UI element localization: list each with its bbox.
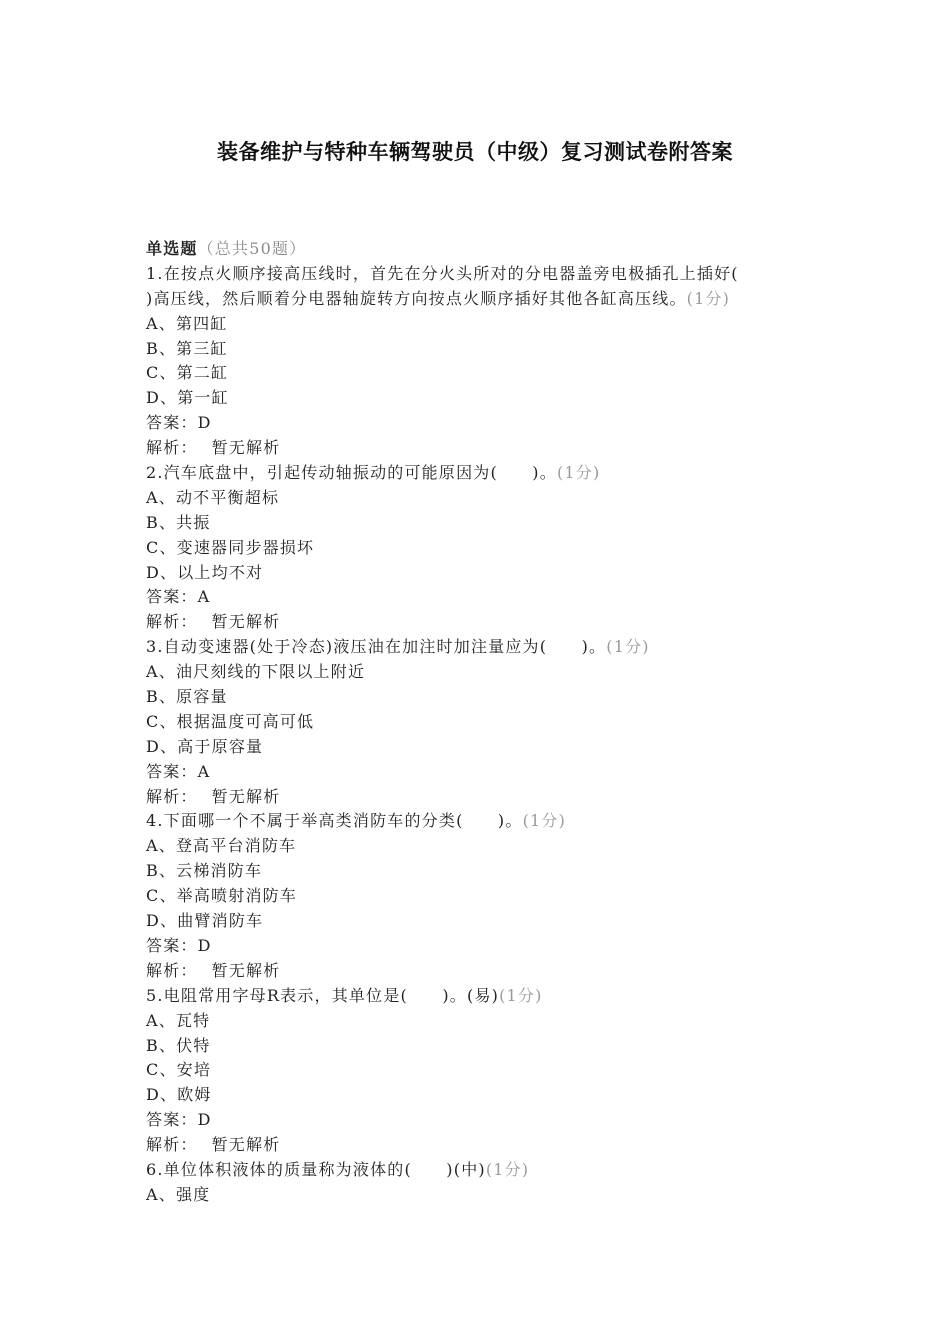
section-label: 单选题 — [146, 239, 198, 258]
analysis-line — [146, 785, 816, 810]
answer-option: D、第一缸 — [146, 388, 229, 408]
question-stem — [146, 461, 816, 486]
question-stem-text: 6.单位体积液体的质量称为液体的( )(中) — [146, 1159, 486, 1179]
question-stem-text: )高压线，然后顺着分电器轴旋转方向按点火顺序插好其他各缸高压线。 — [146, 288, 687, 308]
answer-option: C、第二缸 — [146, 363, 229, 383]
question-stem-text: 5.电阻常用字母R表示，其单位是( )。(易) — [146, 985, 500, 1005]
question-stem-text: 1.在按点火顺序接高压线时，首先在分火头所对的分电器盖旁电极插孔上插好( — [146, 263, 739, 283]
answer-key: 答案：A — [146, 761, 211, 781]
analysis-text: 暂无解析 — [211, 438, 281, 458]
question-stem — [146, 1158, 816, 1183]
question-stem-text: 2.汽车底盘中，引起传动轴振动的可能原因为( )。 — [146, 463, 557, 483]
answer-option: B、第三缸 — [146, 338, 228, 358]
answer-option: D、高于原容量 — [146, 736, 264, 756]
analysis-text: 暂无解析 — [211, 786, 281, 806]
document-title: 装备维护与特种车辆驾驶员（中级）复习测试卷附答案 — [217, 139, 733, 164]
answer-key: 答案：D — [146, 1110, 212, 1130]
answer-option: A、登高平台消防车 — [146, 836, 297, 856]
answer-key: 答案：D — [146, 935, 212, 955]
analysis-label: 解析： — [146, 612, 198, 632]
section-heading — [146, 237, 816, 262]
question-stem — [146, 262, 816, 287]
analysis-text: 暂无解析 — [211, 960, 281, 980]
question-score: (1分) — [499, 985, 543, 1005]
question-stem — [146, 287, 816, 312]
question-score: (1分) — [686, 288, 731, 308]
analysis-label: 解析： — [146, 960, 198, 980]
answer-option: C、安培 — [146, 1060, 212, 1080]
answer-option: A、动不平衡超标 — [146, 487, 280, 507]
question-score: (1分) — [556, 463, 601, 483]
answer-option: A、瓦特 — [146, 1010, 211, 1030]
analysis-label: 解析： — [146, 786, 198, 806]
analysis-line — [146, 1133, 816, 1158]
question-stem — [146, 984, 816, 1009]
question-stem — [146, 635, 816, 660]
answer-option: B、共振 — [146, 512, 211, 532]
analysis-label: 解析： — [146, 1135, 198, 1155]
answer-option: A、强度 — [146, 1184, 211, 1204]
answer-option: D、曲臂消防车 — [146, 911, 264, 931]
answer-option: B、伏特 — [146, 1035, 211, 1055]
section-note: （总共50题） — [197, 239, 307, 258]
question-stem — [146, 809, 816, 834]
analysis-line — [146, 610, 816, 635]
answer-option: D、欧姆 — [146, 1085, 212, 1105]
question-stem-text: 4.下面哪一个不属于举高类消防车的分类( )。 — [146, 811, 523, 831]
analysis-label: 解析： — [146, 438, 198, 458]
question-list — [146, 237, 816, 1208]
analysis-line — [146, 436, 816, 461]
answer-option: B、原容量 — [146, 687, 228, 707]
answer-option: A、第四缸 — [146, 313, 228, 333]
answer-option: C、变速器同步器损坏 — [146, 537, 315, 557]
answer-option: A、油尺刻线的下限以上附近 — [146, 662, 366, 682]
analysis-text: 暂无解析 — [211, 1135, 281, 1155]
answer-option: B、云梯消防车 — [146, 861, 263, 881]
question-score: (1分) — [522, 811, 567, 831]
question-stem-text: 3.自动变速器(处于冷态)液压油在加注时加注量应为( )。 — [146, 637, 607, 657]
answer-option: C、根据温度可高可低 — [146, 711, 315, 731]
answer-key: 答案：D — [146, 413, 212, 433]
answer-option: D、以上均不对 — [146, 562, 264, 582]
analysis-line — [146, 959, 816, 984]
question-score: (1分) — [606, 637, 650, 657]
question-score: (1分) — [485, 1159, 530, 1179]
analysis-text: 暂无解析 — [211, 612, 281, 632]
answer-option: C、举高喷射消防车 — [146, 886, 298, 906]
answer-key: 答案：A — [146, 587, 211, 607]
